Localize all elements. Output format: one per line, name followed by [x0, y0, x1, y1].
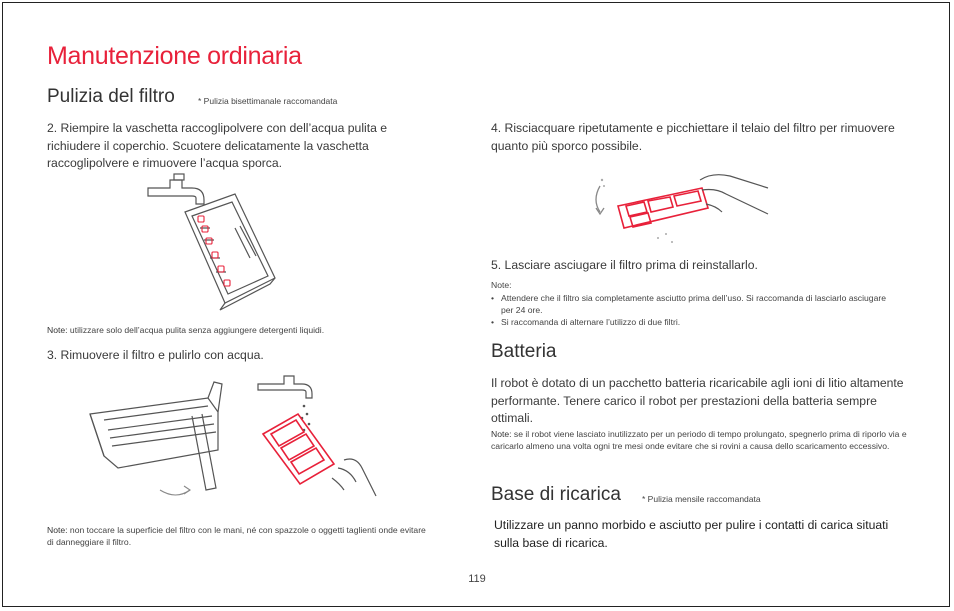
note-3	[491, 279, 891, 328]
battery-heading: Batteria	[491, 341, 557, 362]
battery-note-label: Note:	[491, 429, 512, 439]
filter-tapping-illustration	[590, 166, 780, 246]
page-title: Manutenzione ordinaria	[47, 42, 302, 70]
note-2-text: non toccare la superficie del filtro con le mani, né con spazzole o oggetti taglienti onde evitare di danneggiare il filtro.	[47, 525, 426, 547]
filter-removal-illustration	[88, 372, 378, 522]
note-3-item: • Attendere che il filtro sia completamente asciutto prima dell’uso. Si raccomanda di lasciarlo asciugare per 24 ore.	[491, 292, 891, 316]
dock-heading: Base di ricarica	[491, 484, 621, 505]
step-2-text: 2. Riempire la vaschetta raccoglipolvere con dell’acqua pulita e richiudere il coperchio. Scuotere delicatamente la vaschetta raccoglipolvere e rimuovere l’acqua sporca.	[47, 121, 388, 170]
filter-heading: Pulizia del filtro	[47, 86, 175, 107]
note-3-label: Note:	[491, 280, 512, 290]
battery-note	[491, 428, 911, 452]
step-3-text: 3. Rimuovere il filtro e pulirlo con acqua.	[47, 348, 264, 362]
dock-body: Utilizzare un panno morbido e asciutto per pulire i contatti di carica situati sulla base di ricarica.	[494, 518, 889, 550]
note-3-item: • Si raccomanda di alternare l’utilizzo di due filtri.	[491, 316, 891, 328]
note-1-label: Note:	[47, 325, 68, 335]
note-2-label: Note:	[47, 525, 68, 535]
filter-frequency-tag: * Pulizia bisettimanale raccomandata	[198, 96, 338, 106]
note-1	[47, 324, 447, 336]
step-4-text: 4. Risciacquare ripetutamente e picchiettare il telaio del filtro per rimuovere quanto più sporco possibile.	[491, 121, 895, 153]
battery-note-text: se il robot viene lasciato inutilizzato per un periodo di tempo prolungato, spegnerlo prima di riporlo via e caricarlo almeno una volta ogni tre mesi onde evitare che si rovini a causa dello scaricamento eccessivo.	[491, 429, 907, 451]
dustbin-faucet-illustration	[140, 168, 290, 318]
note-2	[47, 524, 427, 548]
page-number: 119	[468, 573, 486, 585]
step-5-text: 5. Lasciare asciugare il filtro prima di reinstallarlo.	[491, 258, 758, 272]
battery-body: Il robot è dotato di un pacchetto batteria ricaricabile agli ioni di litio altamente performante. Tenere carico il robot per prestazioni della batteria sempre ottimali.	[491, 376, 904, 425]
dock-frequency-tag: * Pulizia mensile raccomandata	[642, 494, 761, 504]
note-3-list	[491, 292, 891, 328]
note-1-text: utilizzare solo dell’acqua pulita senza aggiungere detergenti liquidi.	[67, 325, 325, 335]
